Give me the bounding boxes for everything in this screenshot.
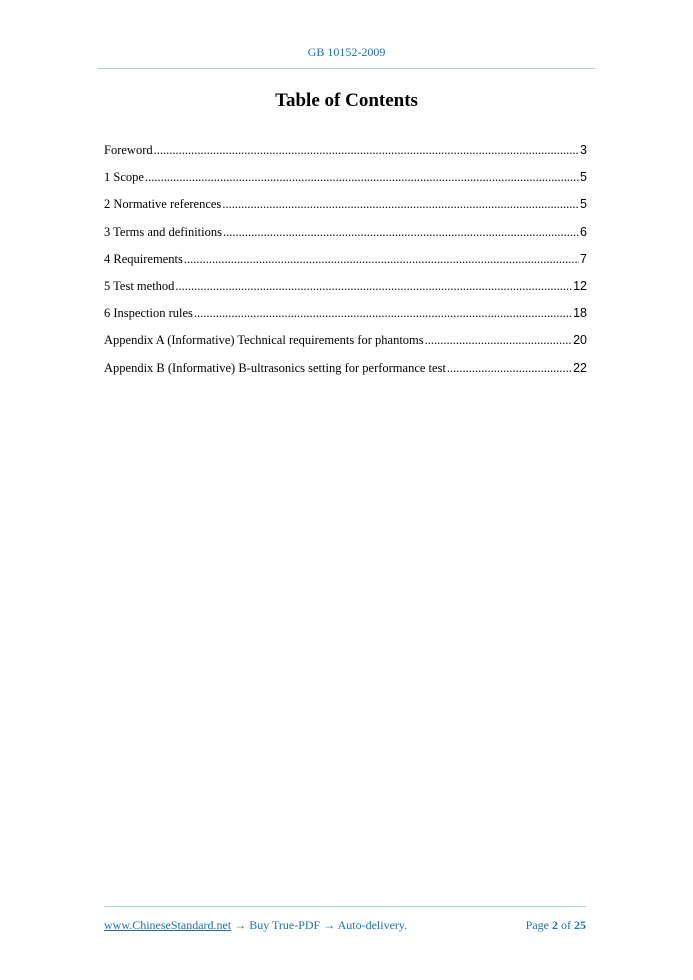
arrow-icon: → bbox=[234, 918, 247, 932]
site-link[interactable]: www.ChineseStandard.net bbox=[104, 918, 232, 932]
current-page: 2 bbox=[552, 918, 558, 932]
page-number bbox=[526, 918, 586, 933]
toc-dot-leader bbox=[145, 170, 579, 185]
running-header: GB 10152-2009 bbox=[307, 45, 386, 59]
toc-entry-label: 5 Test method bbox=[104, 278, 175, 293]
toc-entry-label: Appendix B (Informative) B-ultrasonics setting for performance test bbox=[104, 360, 446, 375]
toc-entry-label: Appendix A (Informative) Technical requirements for phantoms bbox=[104, 333, 424, 348]
of-word: of bbox=[561, 918, 571, 932]
footer-divider bbox=[104, 906, 586, 907]
toc-entry-foreword[interactable] bbox=[104, 143, 587, 170]
toc-entry-page: 7 bbox=[580, 251, 587, 266]
arrow-icon: → bbox=[323, 918, 336, 932]
toc-entry-requirements[interactable] bbox=[104, 252, 587, 279]
toc-entry-page: 20 bbox=[573, 333, 587, 348]
toc-entry-label: Foreword bbox=[104, 143, 153, 157]
toc-entry-test-method[interactable] bbox=[104, 279, 587, 306]
toc-dot-leader bbox=[222, 197, 579, 212]
toc-entry-label: 1 Scope bbox=[104, 170, 144, 185]
page-title: Table of Contents bbox=[275, 90, 418, 111]
toc-entry-inspection-rules[interactable] bbox=[104, 306, 587, 333]
toc-entry-page: 12 bbox=[573, 278, 587, 293]
header-divider bbox=[98, 68, 595, 69]
toc-dot-leader bbox=[425, 333, 572, 348]
total-pages: 25 bbox=[574, 918, 586, 932]
table-of-contents bbox=[104, 143, 587, 388]
auto-delivery-text: Auto-delivery. bbox=[337, 918, 408, 932]
toc-dot-leader bbox=[154, 143, 579, 158]
toc-entry-scope[interactable] bbox=[104, 170, 587, 197]
toc-entry-label: 4 Requirements bbox=[104, 251, 183, 266]
toc-dot-leader bbox=[223, 225, 579, 240]
toc-entry-page: 6 bbox=[580, 224, 587, 239]
buy-pdf-text: Buy True-PDF bbox=[249, 918, 321, 932]
toc-entry-terms-and-definitions[interactable] bbox=[104, 225, 587, 252]
toc-entry-normative-references[interactable] bbox=[104, 197, 587, 224]
toc-dot-leader bbox=[184, 252, 579, 267]
toc-entry-page: 22 bbox=[573, 360, 587, 375]
page-word: Page bbox=[525, 918, 549, 932]
footer-promo bbox=[104, 918, 407, 933]
toc-entry-page: 5 bbox=[580, 197, 587, 212]
toc-entry-page: 5 bbox=[580, 170, 587, 185]
toc-dot-leader bbox=[175, 279, 572, 294]
toc-entry-label: 6 Inspection rules bbox=[104, 306, 193, 321]
toc-dot-leader bbox=[447, 361, 572, 376]
toc-entry-page: 18 bbox=[573, 306, 587, 321]
toc-entry-appendix-b[interactable] bbox=[104, 361, 587, 388]
toc-entry-appendix-a[interactable] bbox=[104, 333, 587, 360]
toc-entry-label: 2 Normative references bbox=[104, 197, 222, 212]
toc-dot-leader bbox=[194, 306, 572, 321]
toc-entry-page: 3 bbox=[580, 143, 587, 157]
toc-entry-label: 3 Terms and definitions bbox=[104, 224, 222, 239]
